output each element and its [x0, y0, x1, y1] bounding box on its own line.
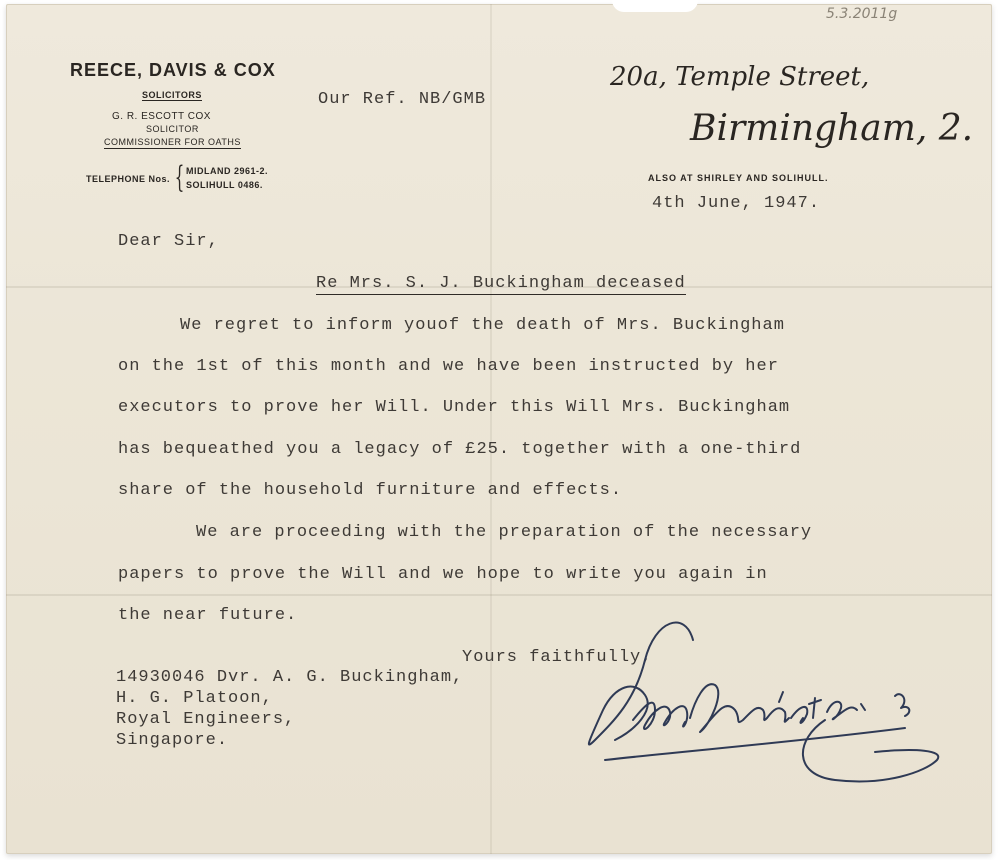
partner-name: G. R. ESCOTT COX	[112, 111, 211, 122]
archive-note: 5.3.2011g	[826, 6, 898, 22]
solicitors-label: SOLICITORS	[142, 90, 202, 100]
addressee-line: 14930046 Dvr. A. G. Buckingham,	[116, 668, 464, 687]
body-line: the near future.	[118, 606, 298, 625]
firm-name: REECE, DAVIS & COX	[70, 60, 276, 80]
solicitor-title: SOLICITOR	[146, 124, 199, 134]
brace-glyph: {	[174, 160, 185, 195]
salutation: Dear Sir,	[118, 232, 219, 251]
handwritten-signature	[575, 600, 945, 810]
also-at-note: ALSO AT SHIRLEY AND SOLIHULL.	[648, 173, 829, 183]
our-reference: Our Ref. NB/GMB	[318, 90, 487, 109]
addressee-line: Royal Engineers,	[116, 710, 296, 729]
subject-line: Re Mrs. S. J. Buckingham deceased	[316, 274, 686, 293]
telephone-number-2: SOLIHULL 0486.	[186, 180, 263, 190]
fold-crease	[490, 4, 492, 854]
body-line: share of the household furniture and effects.	[118, 481, 623, 500]
address-street: 20a, Temple Street,	[610, 62, 870, 92]
address-city: Birmingham, 2.	[690, 108, 974, 149]
body-line: on the 1st of this month and we have been instructed by her	[118, 357, 779, 376]
body-line: We are proceeding with the preparation of the necessary	[196, 523, 813, 542]
closing: Yours faithfully,	[462, 648, 653, 667]
telephone-label: TELEPHONE Nos.	[86, 174, 171, 184]
addressee-line: H. G. Platoon,	[116, 689, 273, 708]
addressee-line: Singapore.	[116, 731, 229, 750]
letter-date: 4th June, 1947.	[652, 194, 821, 213]
fold-crease	[6, 594, 992, 596]
commissioner-title: COMMISSIONER FOR OATHS	[104, 137, 241, 147]
body-line: has bequeathed you a legacy of £25. together with a one-third	[118, 440, 802, 459]
paper-tear	[612, 0, 698, 12]
body-line: executors to prove her Will. Under this Will Mrs. Buckingham	[118, 398, 791, 417]
telephone-number-1: MIDLAND 2961-2.	[186, 166, 269, 176]
body-line: papers to prove the Will and we hope to write you again in	[118, 565, 768, 584]
body-line: We regret to inform youof the death of Mrs. Buckingham	[180, 316, 785, 335]
